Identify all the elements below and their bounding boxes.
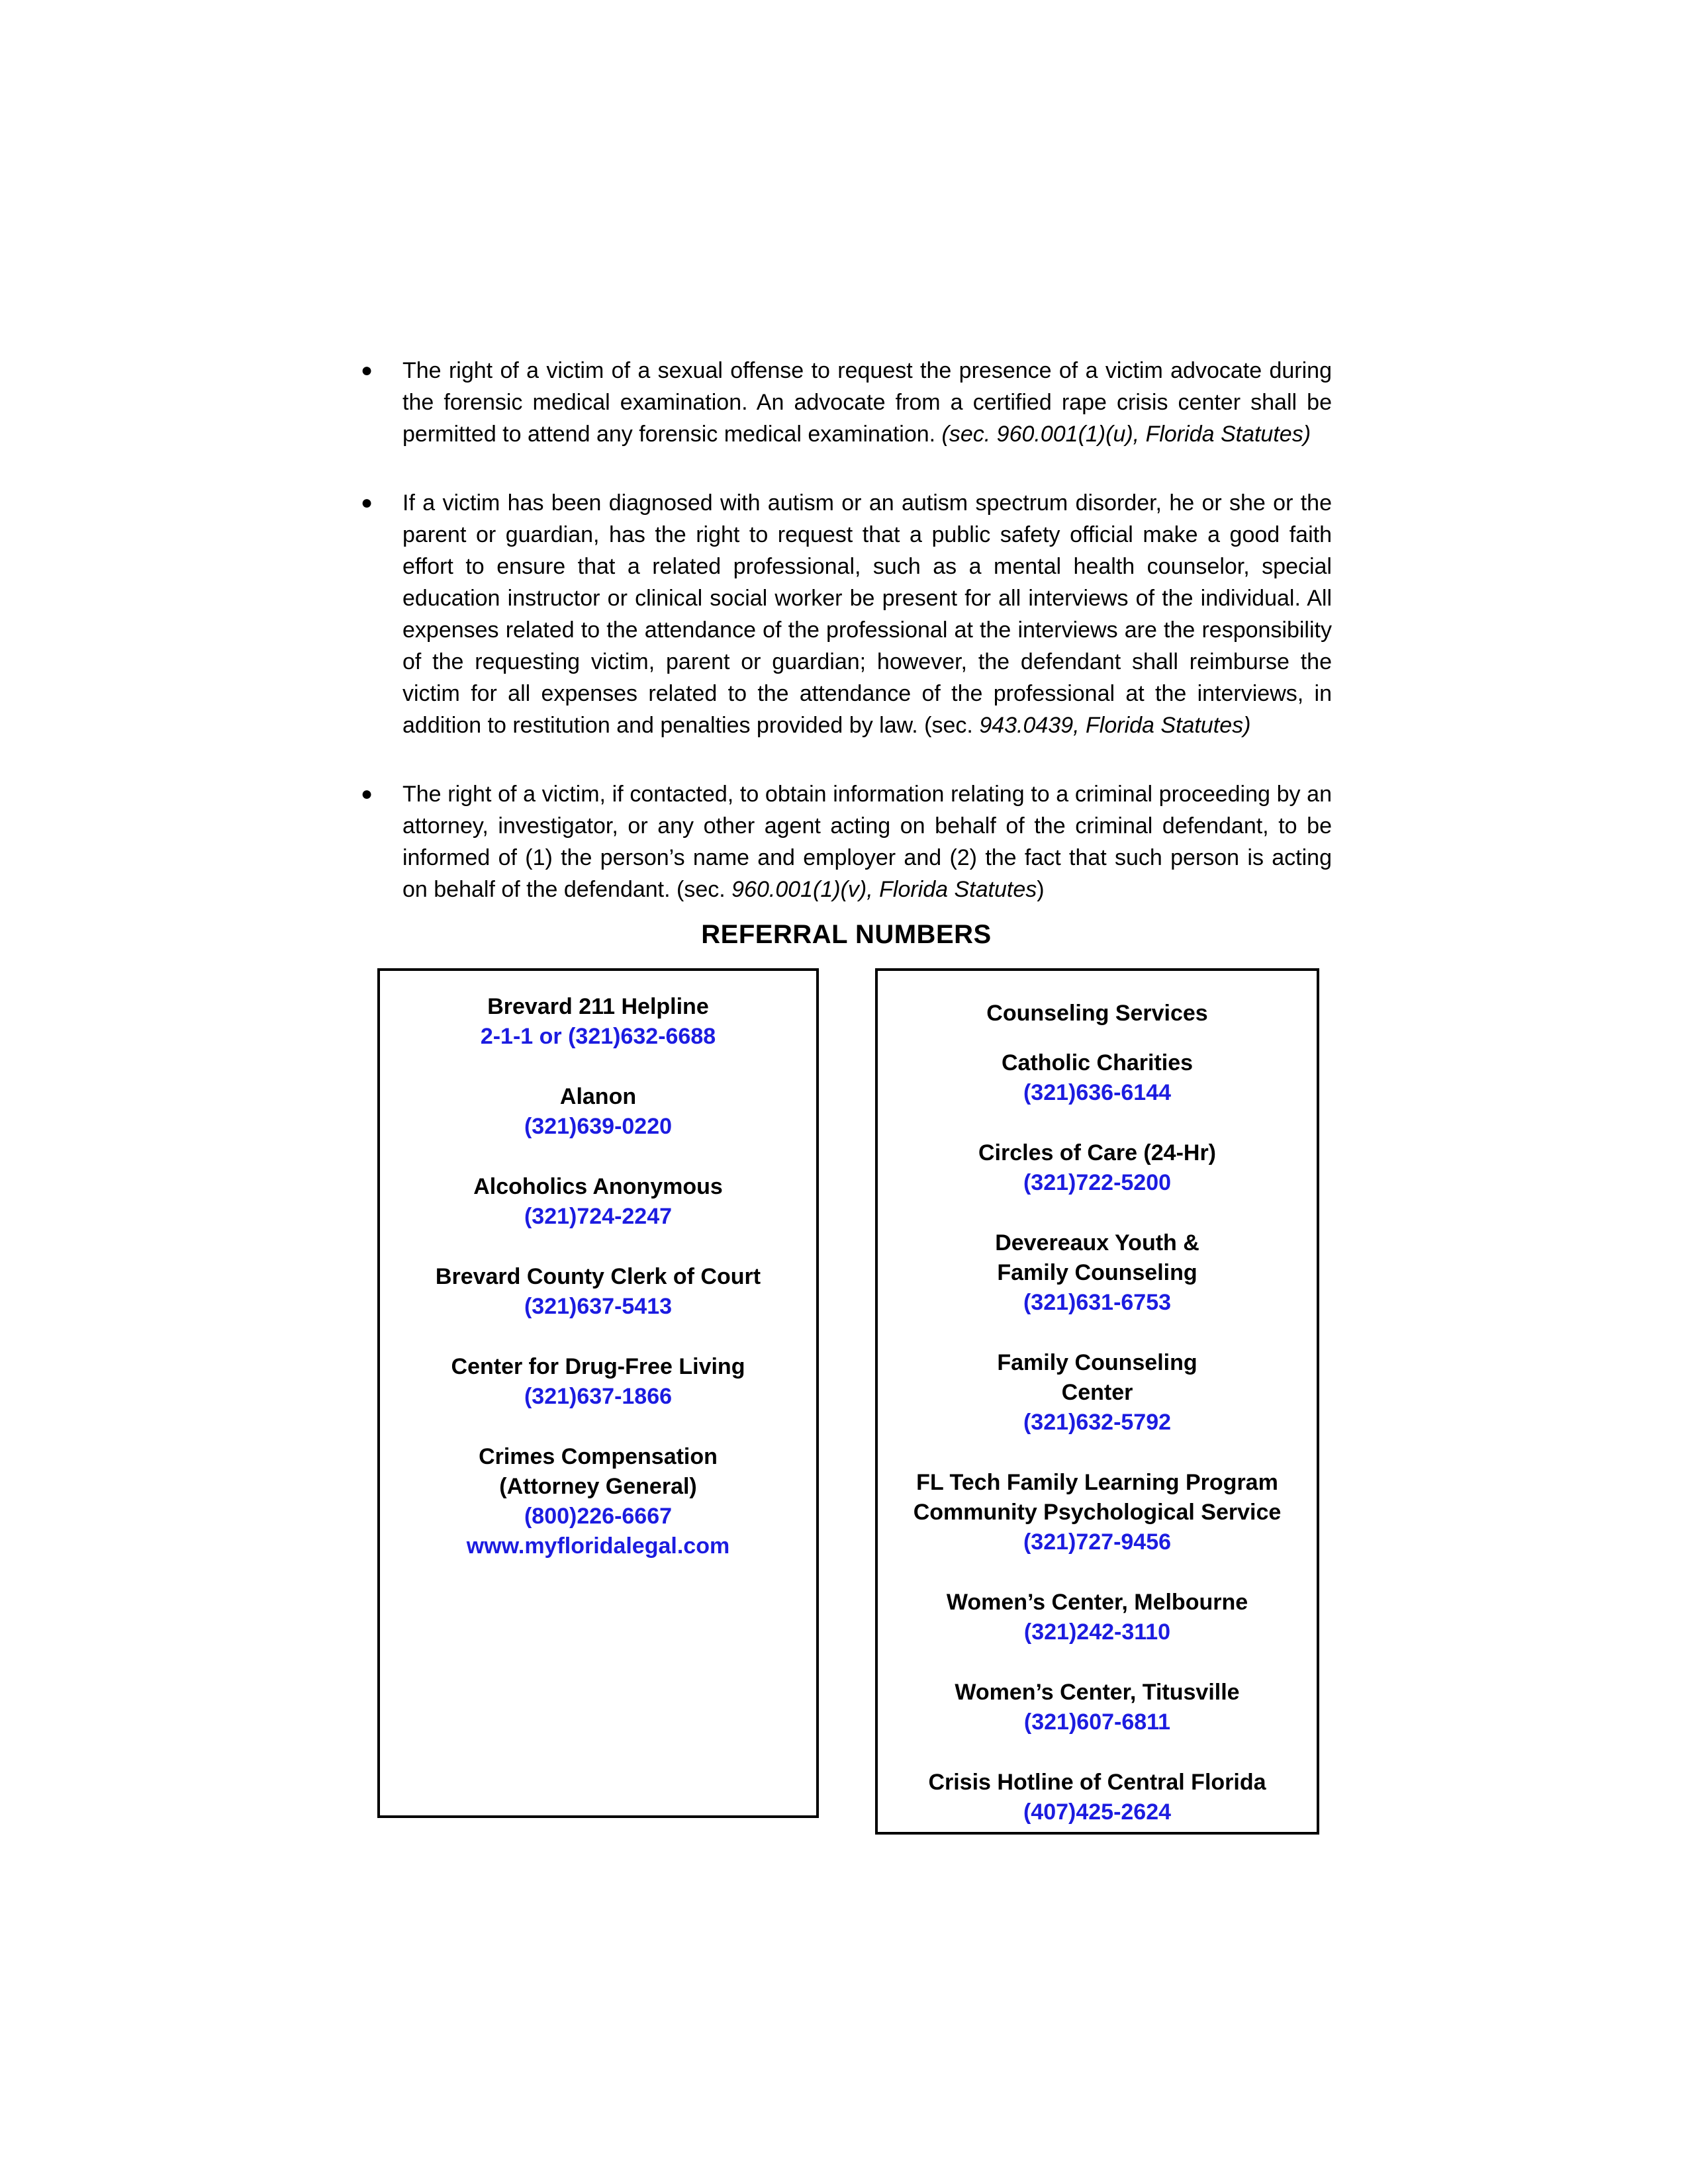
bullet-icon: ●: [361, 783, 373, 805]
phone-number-line: (321)607-6811: [1023, 1709, 1171, 1735]
bullet-text-segment: 943.0439, Florida Statutes): [979, 713, 1251, 738]
org-name-line: Catholic Charities: [1001, 1050, 1194, 1075]
phone-number-line: (321)631-6753: [1023, 1290, 1172, 1315]
org-name-line: Circles of Care (24-Hr): [978, 1140, 1216, 1165]
bullet-list: [361, 355, 1332, 942]
phone-number-line: (321)637-1866: [524, 1384, 673, 1409]
bullet-icon: ●: [361, 492, 373, 514]
org-name-line: Brevard 211 Helpline: [487, 994, 709, 1019]
bullet-text-segment: If a victim has been diagnosed with autism or an autism spectrum disorder, he or she or the parent or guardian, has the right to request that a public safety official make a good faith effort to ensure that a related professional, such as a mental health counselor, special education instructor or clinical social worker be present for all interviews of the individual. All expenses related to the attendance of the professional at the interviews are the responsibility of the requesting victim, parent or guardian; however, the defendant shall reimburse the victim for all expenses related to the attendance of the professional at the interviews, in addition to restitution and penalties provided by law. (sec.: [402, 490, 1332, 738]
referral-entry: [380, 1172, 816, 1232]
phone-number-line: 2-1-1 or (321)632-6688: [480, 1024, 716, 1049]
org-name-line: Community Psychological Service: [913, 1500, 1282, 1525]
referral-entry: [878, 1768, 1317, 1827]
org-name-line: FL Tech Family Learning Program: [916, 1470, 1278, 1495]
referral-entry: [878, 1348, 1317, 1437]
org-name-line: Counseling Services: [986, 1001, 1208, 1026]
bullet-text-segment: The right of a victim of a sexual offense to request the presence of a victim advocate during the forensic medical examination. An advocate from a certified rape crisis center shall be permitted to attend any forensic medical examination.: [402, 358, 1332, 447]
org-name-line: (Attorney General): [499, 1474, 697, 1499]
referral-entry: [878, 1588, 1317, 1647]
referral-numbers-heading: REFERRAL NUMBERS: [701, 920, 992, 949]
phone-number-line: (321)637-5413: [524, 1294, 673, 1319]
phone-number-line: (321)632-5792: [1023, 1410, 1172, 1435]
phone-number-line: (407)425-2624: [1023, 1799, 1172, 1825]
bullet-text-segment: (sec. 960.001(1)(u), Florida Statutes): [941, 422, 1311, 447]
referral-entry: [878, 1468, 1317, 1557]
phone-number-line: (800)226-6667: [524, 1504, 673, 1529]
referral-entry: [878, 1228, 1317, 1318]
org-name-line: Family Counseling: [997, 1260, 1197, 1285]
bullet-item: [361, 778, 1332, 905]
bullet-paragraph: [402, 487, 1332, 741]
referral-entry: [380, 1352, 816, 1412]
bullet-icon: ●: [361, 359, 373, 381]
bullet-text-segment: 960.001(1)(v), Florida Statutes: [731, 877, 1037, 902]
org-name-line: Alcoholics Anonymous: [473, 1174, 723, 1199]
referral-entry: [380, 992, 816, 1052]
bullet-item: [361, 487, 1332, 741]
org-name-line: Brevard County Clerk of Court: [435, 1264, 761, 1289]
org-name-line: Crisis Hotline of Central Florida: [928, 1770, 1266, 1795]
referral-entry: [878, 1048, 1317, 1108]
bullet-text-segment: ): [1037, 877, 1045, 902]
phone-number-line: (321)639-0220: [524, 1114, 673, 1139]
org-name-line: Women’s Center, Titusville: [955, 1680, 1240, 1705]
org-name-line: Alanon: [559, 1084, 637, 1109]
referral-entry: [878, 1138, 1317, 1198]
website-link: www.myfloridalegal.com: [466, 1533, 730, 1559]
org-name-line: Family Counseling: [997, 1350, 1197, 1375]
referral-box-right: [875, 968, 1319, 1835]
phone-number-line: (321)636-6144: [1023, 1080, 1172, 1105]
org-name-line: Center for Drug-Free Living: [451, 1354, 745, 1379]
referral-box-left: [377, 968, 819, 1818]
bullet-paragraph: [402, 355, 1332, 450]
phone-number-line: (321)727-9456: [1023, 1529, 1172, 1555]
bullet-item: [361, 355, 1332, 450]
phone-number-line: (321)724-2247: [524, 1204, 673, 1229]
org-name-line: Crimes Compensation: [479, 1444, 718, 1469]
bullet-paragraph: [402, 778, 1332, 905]
phone-number-line: (321)722-5200: [1023, 1170, 1172, 1195]
phone-number-line: (321)242-3110: [1023, 1619, 1171, 1645]
referral-entry: [380, 1442, 816, 1561]
org-name-line: Devereaux Youth &: [995, 1230, 1199, 1255]
referral-entry: [878, 999, 1317, 1028]
referral-entry: [380, 1082, 816, 1142]
org-name-line: Center: [1061, 1380, 1133, 1405]
referral-entry: [380, 1262, 816, 1322]
org-name-line: Women’s Center, Melbourne: [946, 1590, 1248, 1615]
referral-entry: [878, 1678, 1317, 1737]
bullet-text-segment: The right of a victim, if contacted, to obtain information relating to a criminal proceeding by an attorney, investigator, or any other agent acting on behalf of the criminal defendant, to be informed of (1) the person’s name and employer and (2) the fact that such person is acting on behalf of the defendant. (sec.: [402, 782, 1332, 902]
